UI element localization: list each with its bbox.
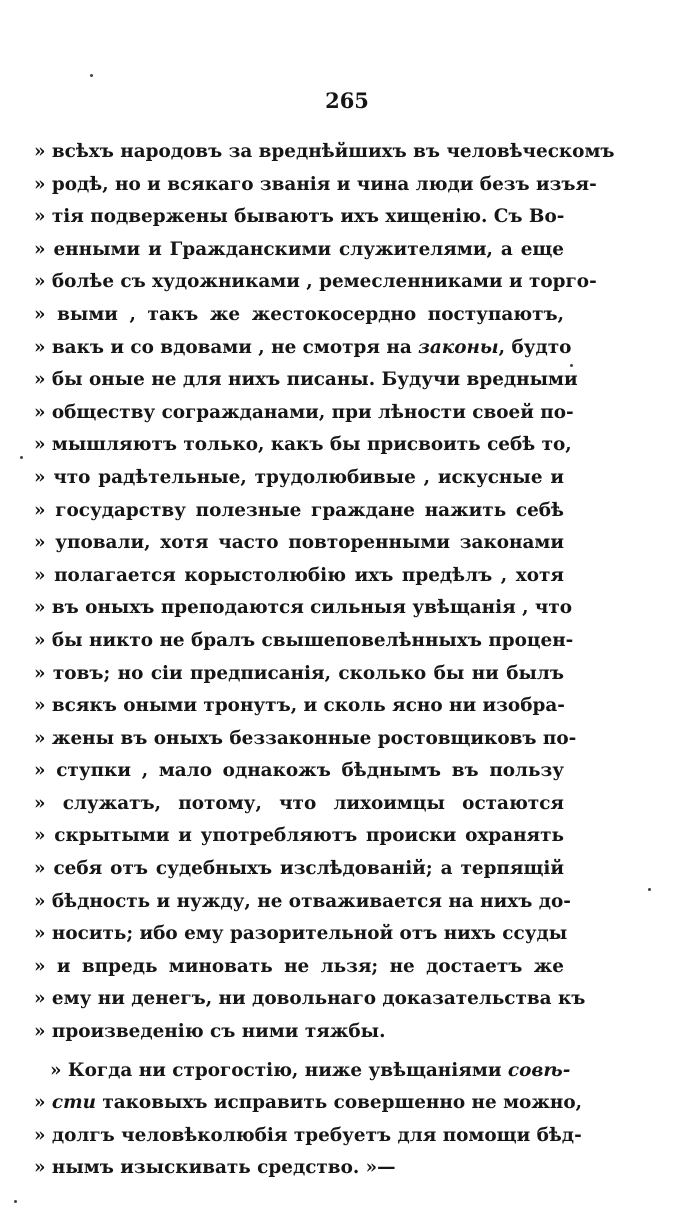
text-line: » въ оныхъ преподаются сильныя увѣщанія , что <box>34 597 573 619</box>
text-line: » служатъ, потому, что лихоимцы остаются <box>34 792 564 814</box>
paper-speck <box>14 1200 17 1203</box>
text-line: » произведенію съ ними тяжбы. <box>34 1021 386 1043</box>
text-line: » долгъ человѣколюбія требуетъ для помощи бѣд- <box>34 1124 582 1146</box>
text-line <box>34 1087 583 1120</box>
text-line: » носить; ибо ему разорительной отъ нихъ ссуды <box>34 923 568 945</box>
text-line: » ступки , мало однакожъ бѣднымъ въ пользу <box>34 760 564 782</box>
text-line: » обществу согражданами, при лѣности своей по- <box>34 401 574 423</box>
text-line: » уповали, хотя часто повторенными законами <box>34 532 564 554</box>
text-segment: » Когда ни строгостію, ниже увѣщаніями <box>50 1059 508 1081</box>
text-line: » полагается корыстолюбію ихъ предѣлъ , хотя <box>34 564 564 586</box>
text-segment: , будто <box>498 336 572 358</box>
text-segment: таковыхъ исправить совершенно не можно, <box>95 1092 583 1114</box>
page-number: 265 <box>325 88 369 113</box>
text-line: » и впредь миновать не льзя; не достаетъ же <box>34 955 564 977</box>
text-line: » всякъ оными тронутъ, и сколь ясно ни изобра- <box>34 695 565 717</box>
italic-word: законы <box>418 336 499 358</box>
text-line: » жены въ оныхъ беззаконные ростовщиковъ по- <box>34 727 577 749</box>
text-line: » бѣдность и нужду, не отваживается на нихъ до- <box>34 890 571 912</box>
text-line: » что радѣтельные, трудолюбивые , искусные и <box>34 466 564 488</box>
text-line: » всѣхъ народовъ за вреднѣйшихъ въ человѣческомъ <box>34 141 615 162</box>
text-line: » бы оные не для нихъ писаны. Будучи вредными <box>34 369 578 391</box>
text-line: » товъ; но сіи предписанія, сколько бы ни былъ <box>34 662 564 684</box>
text-line: » нымъ изыскивать средство. »— <box>34 1157 396 1179</box>
text-line: » родѣ, но и всякаго званія и чина люди безъ изъя- <box>34 173 597 195</box>
text-line: » скрытыми и употребляютъ происки охранять <box>34 825 564 847</box>
text-line: » ему ни денегъ, ни довольнаго доказательства къ <box>34 988 586 1010</box>
text-line: » тія подвержены бываютъ ихъ хищенію. Съ Во- <box>34 206 565 228</box>
paper-speck <box>20 456 23 459</box>
text-segment: » вакъ и со вдовами , не смотря на <box>34 336 419 358</box>
text-line: » государству полезные граждане нажить себѣ <box>34 499 564 521</box>
italic-word: совѣ- <box>507 1059 571 1081</box>
text-line: » бы никто не бралъ свышеповелѣнныхъ процен- <box>34 629 574 651</box>
body-text <box>34 136 615 1185</box>
paper-speck <box>648 888 651 891</box>
paper-speck <box>90 74 93 77</box>
paper-speck <box>570 364 573 367</box>
text-line <box>34 332 572 365</box>
text-line: » мышляютъ только, какъ бы присвоить себѣ то, <box>34 434 572 456</box>
italic-word: сти <box>51 1092 96 1114</box>
text-line: » себя отъ судебныхъ изслѣдованій; а терпящій <box>34 858 564 880</box>
text-segment: » <box>34 1092 52 1114</box>
text-line <box>34 1055 571 1088</box>
text-line: » выми , такъ же жестокосердно поступаютъ, <box>34 303 564 325</box>
text-line: » болѣе съ художниками , ремесленниками и торго- <box>34 271 597 293</box>
text-line: » енными и Гражданскими служителями, а еще <box>34 238 564 260</box>
